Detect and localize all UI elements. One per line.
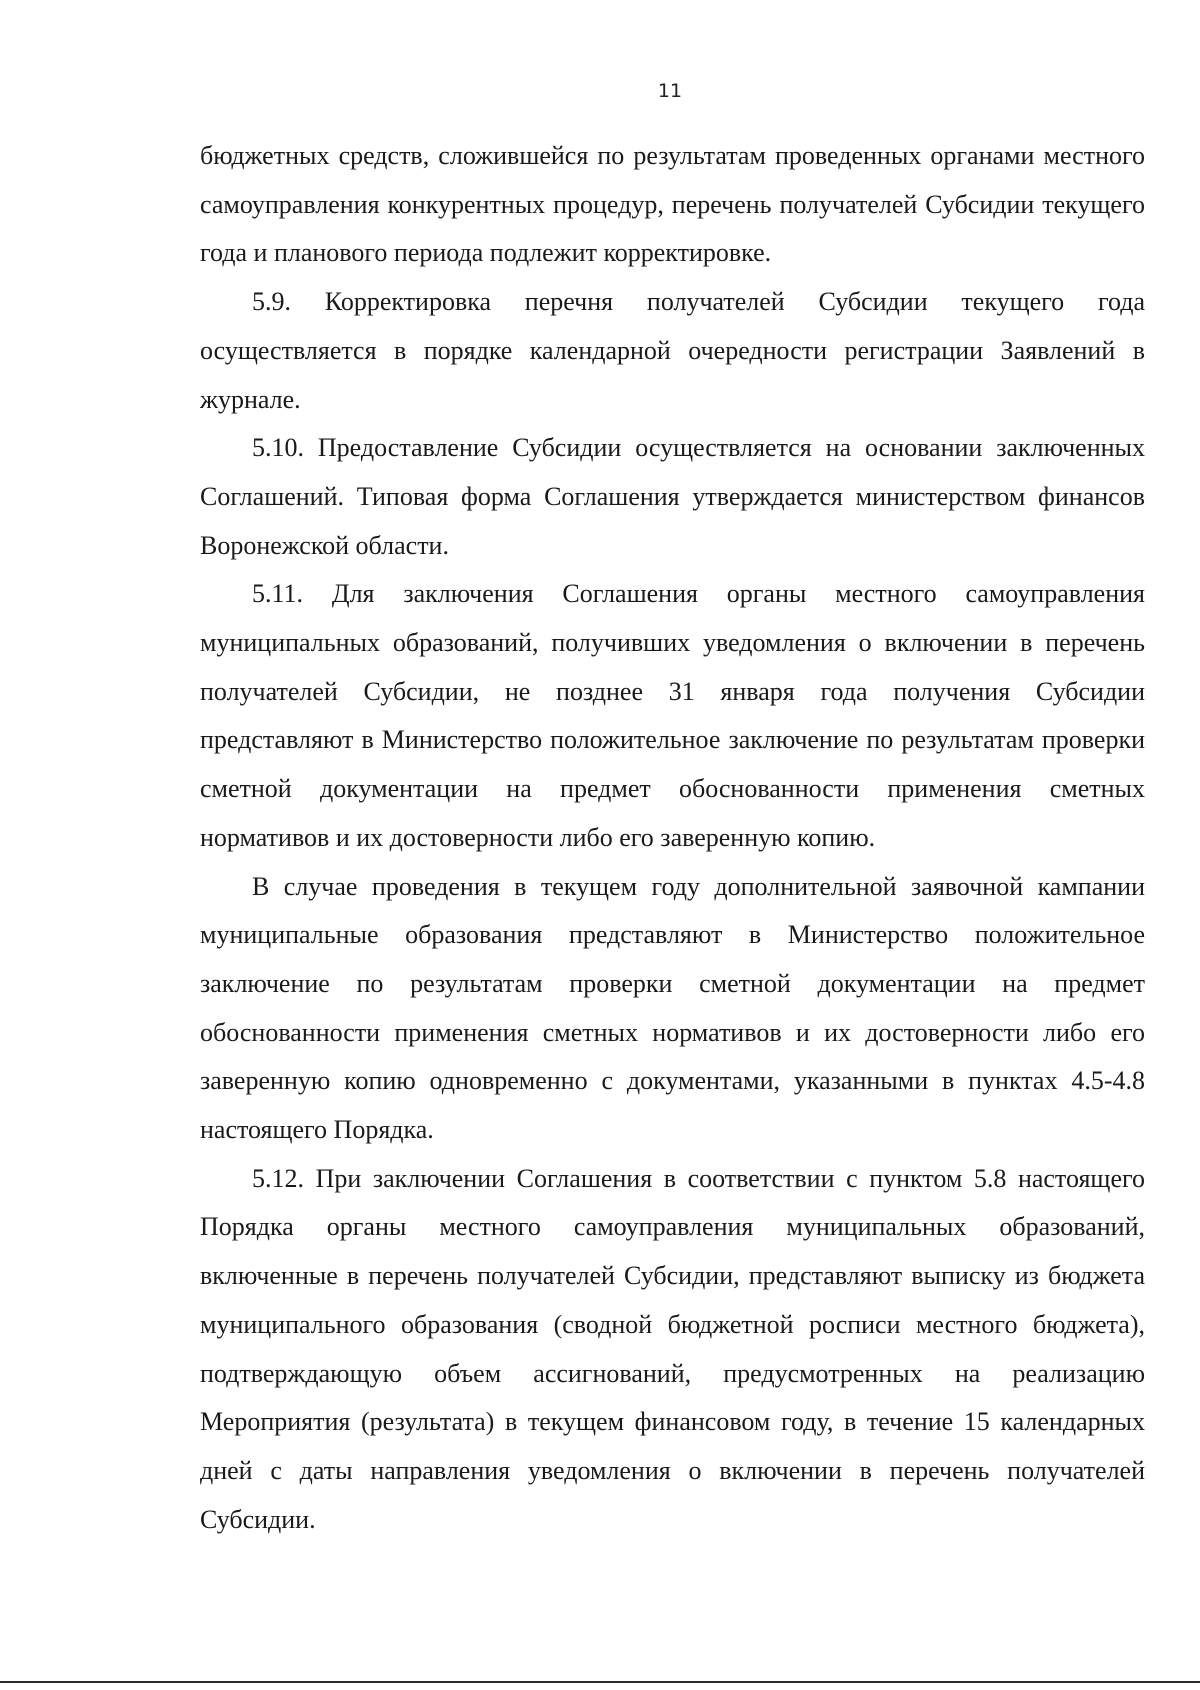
paragraph-5-11: 5.11. Для заключения Соглашения органы местного самоуправления муниципальных образований, получивших уведомления о включении в перечень получателей Субсидии, не позднее 31 января года получения Субсидии представляют в Министерство положительное заключение по результатам проверки сметной документации на предмет обоснованности применения сметных нормативов и их достоверности либо его заверенную копию. bbox=[200, 579, 1145, 852]
paragraph-additional-campaign: В случае проведения в текущем году дополнительной заявочной кампании муниципальные образования представляют в Министерство положительное заключение по результатам проверки сметной документации на предмет обоснованности применения сметных нормативов и их достоверности либо его заверенную копию одновременно с документами, указанными в пунктах 4.5-4.8 настоящего Порядка. bbox=[200, 871, 1145, 1145]
paragraph-5-10: 5.10. Предоставление Субсидии осуществляется на основании заключенных Соглашений. Типовая форма Соглашения утверждается министерством финансов Воронежской области. bbox=[200, 433, 1145, 560]
paragraph-5-12: 5.12. При заключении Соглашения в соответствии с пунктом 5.8 настоящего Порядка органы местного самоуправления муниципальных образований, включенные в перечень получателей Субсидии, представляют выписку из бюджета муниципального образования (сводной бюджетной росписи местного бюджета), подтверждающую объем ассигнований, предусмотренных на реализацию Мероприятия (результата) в текущем финансовом году, в течение 15 календарных дней с даты направления уведомления о включении в перечень получателей Субсидии. bbox=[200, 1163, 1145, 1534]
paragraph-5-9: 5.9. Корректировка перечня получателей Субсидии текущего года осуществляется в порядке календарной очередности регистрации Заявлений в журнале. bbox=[200, 287, 1145, 414]
document-body bbox=[200, 132, 1145, 1544]
bottom-divider bbox=[0, 1681, 1200, 1683]
page-number: 11 bbox=[657, 80, 683, 102]
paragraph-continuation: бюджетных средств, сложившейся по результатам проведенных органами местного самоуправления конкурентных процедур, перечень получателей Субсидии текущего года и планового периода подлежит корректировке. bbox=[200, 141, 1145, 268]
